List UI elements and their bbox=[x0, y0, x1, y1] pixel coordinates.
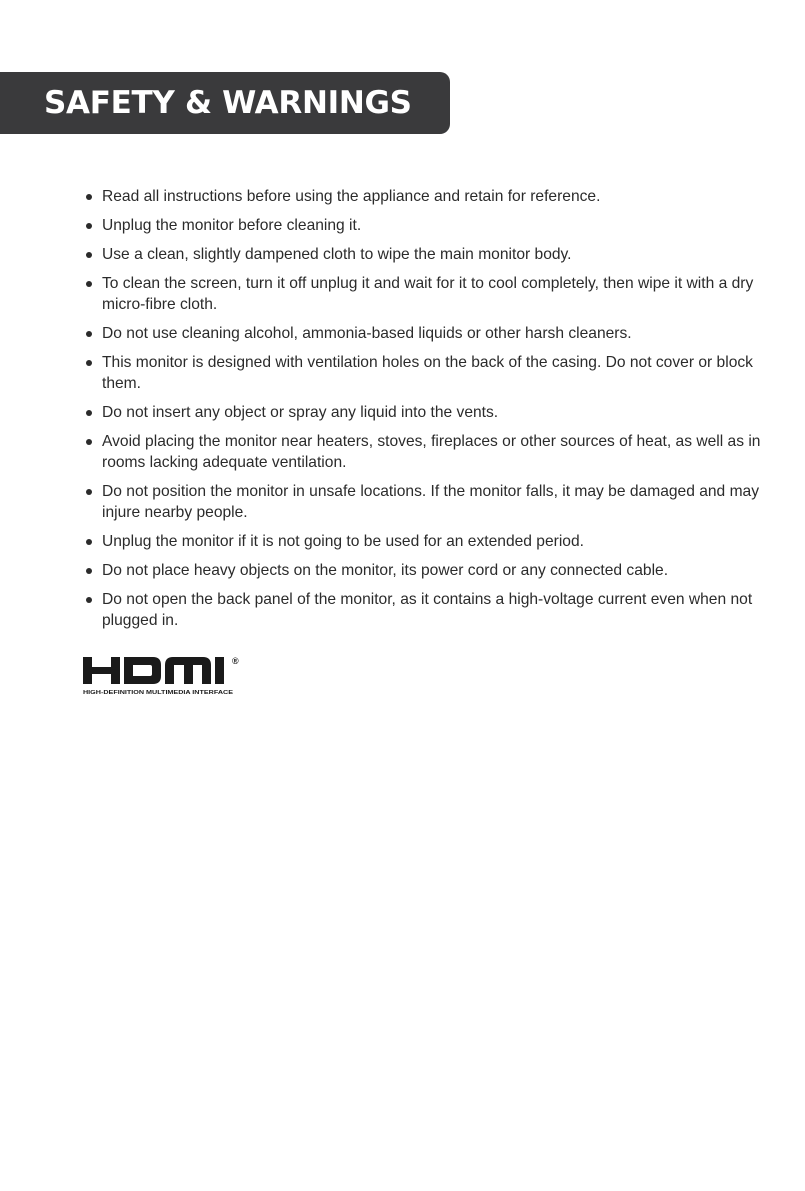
warning-item: Do not position the monitor in unsafe locations. If the monitor falls, it may be damaged and may injure nearby people. bbox=[84, 481, 764, 523]
warning-item: Read all instructions before using the appliance and retain for reference. bbox=[84, 186, 764, 207]
hdmi-letter-m bbox=[165, 657, 211, 684]
warning-item: This monitor is designed with ventilation holes on the back of the casing. Do not cover or block them. bbox=[84, 352, 764, 394]
warning-item: To clean the screen, turn it off unplug it and wait for it to cool completely, then wipe it with a dry micro-fibre cloth. bbox=[84, 273, 764, 315]
warning-item: Unplug the monitor before cleaning it. bbox=[84, 215, 764, 236]
registered-mark: ® bbox=[232, 656, 239, 666]
page-title: SAFETY & WARNINGS bbox=[44, 85, 412, 121]
warning-item: Do not place heavy objects on the monitor, its power cord or any connected cable. bbox=[84, 560, 764, 581]
hdmi-letter-i bbox=[215, 657, 224, 684]
section-header-bar bbox=[0, 72, 450, 134]
hdmi-tagline: HIGH-DEFINITION MULTIMEDIA INTERFACE bbox=[83, 690, 234, 696]
warning-item: Do not insert any object or spray any liquid into the vents. bbox=[84, 402, 764, 423]
hdmi-logo bbox=[83, 655, 245, 697]
hdmi-letter-h bbox=[83, 657, 120, 684]
warning-item: Use a clean, slightly dampened cloth to wipe the main monitor body. bbox=[84, 244, 764, 265]
warning-item: Do not open the back panel of the monitor, as it contains a high-voltage current even when not plugged in. bbox=[84, 589, 764, 631]
warning-item: Avoid placing the monitor near heaters, stoves, fireplaces or other sources of heat, as well as in rooms lacking adequate ventilation. bbox=[84, 431, 764, 473]
hdmi-letter-d bbox=[124, 657, 161, 684]
warning-item: Do not use cleaning alcohol, ammonia-based liquids or other harsh cleaners. bbox=[84, 323, 764, 344]
warnings-list bbox=[84, 186, 764, 639]
warning-item: Unplug the monitor if it is not going to be used for an extended period. bbox=[84, 531, 764, 552]
